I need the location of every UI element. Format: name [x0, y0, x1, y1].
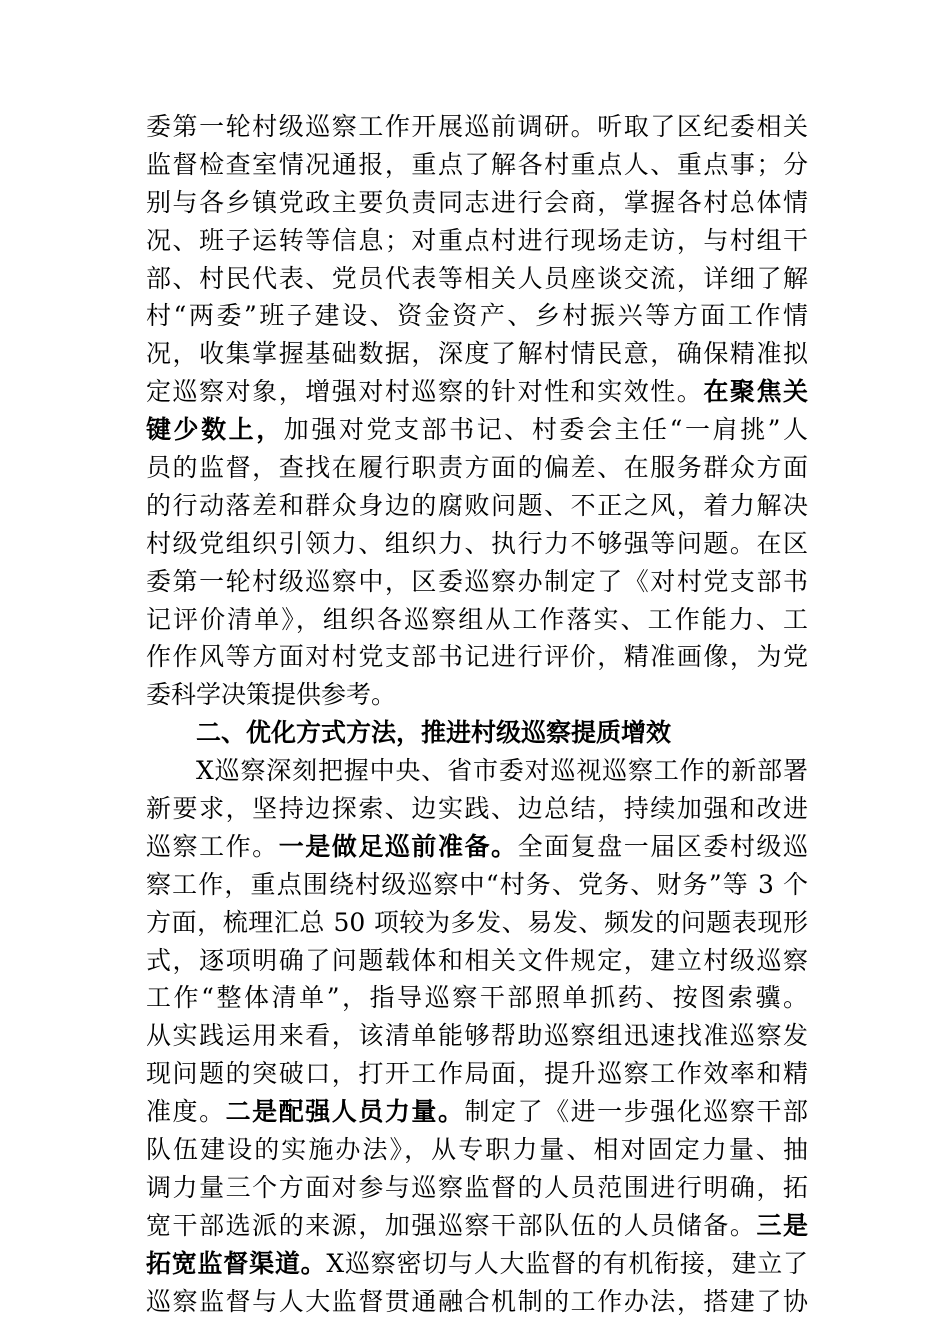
bold-phrase: 三是 [756, 1210, 808, 1240]
text-span: 加强对党支部书记、村委会主任“一肩挑”人 [283, 415, 808, 445]
text-line: 巡察监督与人大监督贯通融合机制的工作办法，搭建了协 [146, 1286, 808, 1316]
text-line: 村级党组织引领力、组织力、执行力不够强等问题。在区 [146, 528, 808, 558]
text-line: X巡察深刻把握中央、省市委对巡视巡察工作的新部署 [196, 756, 808, 786]
text-line: 别与各乡镇党政主要负责同志进行会商，掌握各村总体情 [146, 187, 808, 217]
text-line [146, 1093, 808, 1131]
text-line: 工作“整体清单”，指导巡察干部照单抓药、按图索骥。 [146, 983, 808, 1013]
text-line: 现问题的突破口，打开工作局面，提升巡察工作效率和精 [146, 1059, 808, 1089]
text-line: 队伍建设的实施办法》，从专职力量、相对固定力量、抽 [146, 1135, 808, 1165]
bold-phrase: 拓宽监督渠道。 [146, 1248, 327, 1278]
text-span: 制定了《进一步强化巡察干部 [464, 1097, 808, 1127]
text-line: 察工作，重点围绕村级巡察中“村务、党务、财务”等 3 个 [146, 869, 808, 899]
text-span: 准度。 [146, 1097, 226, 1127]
text-line: 方面，梳理汇总 50 项较为多发、易发、频发的问题表现形 [146, 907, 808, 937]
text-line: 村“两委”班子建设、资金资产、乡村振兴等方面工作情 [146, 301, 808, 331]
bold-phrase: 键少数上， [146, 415, 284, 445]
text-span: 巡察工作。 [146, 831, 279, 861]
document-page [146, 108, 808, 1321]
text-line: 员的监督，查找在履行职责方面的偏差、在服务群众方面 [146, 453, 808, 483]
text-line [146, 1207, 808, 1245]
text-line: 作作风等方面对村党支部书记进行评价，精准画像，为党 [146, 642, 808, 672]
text-line: 从实践运用来看，该清单能够帮助巡察组迅速找准巡察发 [146, 1021, 808, 1051]
text-span: 全面复盘一届区委村级巡 [517, 831, 808, 861]
paragraph-1 [146, 108, 808, 714]
text-line: 委第一轮村级巡察中，区委巡察办制定了《对村党支部书 [146, 566, 808, 596]
bold-phrase: 二是配强人员力量。 [225, 1097, 465, 1127]
text-line [146, 1245, 808, 1283]
paragraph-2 [146, 752, 808, 1320]
bold-phrase: 在聚焦关 [703, 377, 808, 407]
bold-phrase: 一是做足巡前准备。 [278, 831, 518, 861]
text-line: 的行动落差和群众身边的腐败问题、不正之风，着力解决 [146, 490, 808, 520]
text-line: 监督检查室情况通报，重点了解各村重点人、重点事；分 [146, 149, 808, 179]
text-line: 委科学决策提供参考。 [146, 680, 397, 710]
text-line: 记评价清单》，组织各巡察组从工作落实、工作能力、工 [146, 604, 808, 634]
section-heading: 二、优化方式方法，推进村级巡察提质增效 [196, 718, 672, 748]
text-line: 新要求，坚持边探索、边实践、边总结，持续加强和改进 [146, 794, 808, 824]
text-line: 况、班子运转等信息；对重点村进行现场走访，与村组干 [146, 225, 808, 255]
text-span: X巡察密切与人大监督的有机衔接，建立了 [326, 1248, 808, 1278]
text-line [146, 411, 808, 449]
text-span: 宽干部选派的来源，加强巡察干部队伍的人员储备。 [146, 1210, 757, 1240]
text-line: 式，逐项明确了问题载体和相关文件规定，建立村级巡察 [146, 945, 808, 975]
text-line: 调力量三个方面对参与巡察监督的人员范围进行明确，拓 [146, 1172, 808, 1202]
text-span: 定巡察对象，增强对村巡察的针对性和实效性。 [146, 377, 704, 407]
text-line: 委第一轮村级巡察工作开展巡前调研。听取了区纪委相关 [146, 112, 808, 141]
text-line: 况，收集掌握基础数据，深度了解村情民意，确保精准拟 [146, 339, 808, 369]
text-line [146, 828, 808, 866]
text-line [146, 373, 808, 411]
text-line: 部、村民代表、党员代表等相关人员座谈交流，详细了解 [146, 263, 808, 293]
